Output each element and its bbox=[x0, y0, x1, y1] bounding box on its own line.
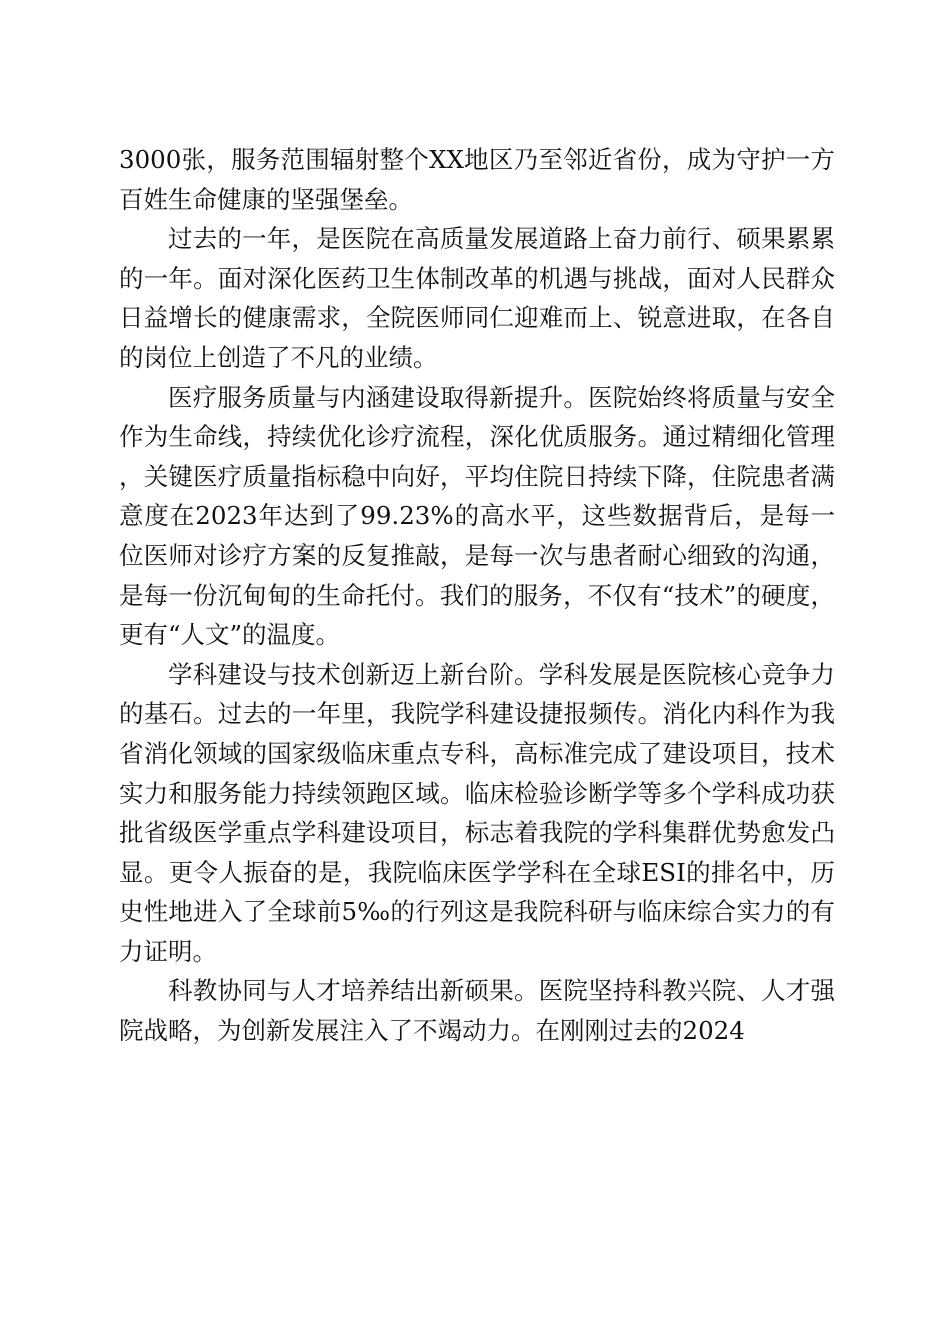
paragraph-past-year: 过去的一年，是医院在高质量发展道路上奋力前行、硕果累累的一年。面对深化医药卫生体制改革的机遇与挑战，面对人民群众日益增长的健康需求，全院医师同仁迎难而上、锐意进取，在各自的岗位上创造了不凡的业绩。 bbox=[119, 224, 835, 372]
body-text bbox=[119, 140, 835, 1051]
paragraph-education-talent: 科教协同与人才培养结出新硕果。医院坚持科教兴院、人才强院战略，为创新发展注入了不竭动力。在刚刚过去的2024 bbox=[119, 976, 835, 1046]
paragraph-discipline-construction: 学科建设与技术创新迈上新台阶。学科发展是医院核心竞争力的基石。过去的一年里，我院学科建设捷报频传。消化内科作为我省消化领域的国家级临床重点专科，高标准完成了建设项目，技术实力和服务能力持续领跑区域。临床检验诊断学等多个学科成功获批省级医学重点学科建设项目，标志着我院的学科集群优势愈发凸显。更令人振奋的是，我院临床医学学科在全球ESI的排名中，历史性地进入了全球前5‰的行列这是我院科研与临床综合实力的有力证明。 bbox=[119, 659, 835, 966]
paragraph-continued-bed-count: 3000张，服务范围辐射整个XX地区乃至邻近省份，成为守护一方百姓生命健康的坚强堡垒。 bbox=[119, 145, 835, 214]
paragraph-medical-quality: 医疗服务质量与内涵建设取得新提升。医院始终将质量与安全作为生命线，持续优化诊疗流程，深化优质服务。通过精细化管理，关键医疗质量指标稳中向好，平均住院日持续下降，住院患者满意度在2023年达到了99.23%的高水平，这些数据背后，是每一位医师对诊疗方案的反复推敲，是每一次与患者耐心细致的沟通，是每一份沉甸甸的生命托付。我们的服务，不仅有“技术”的硬度，更有“人文”的温度。 bbox=[119, 382, 835, 650]
